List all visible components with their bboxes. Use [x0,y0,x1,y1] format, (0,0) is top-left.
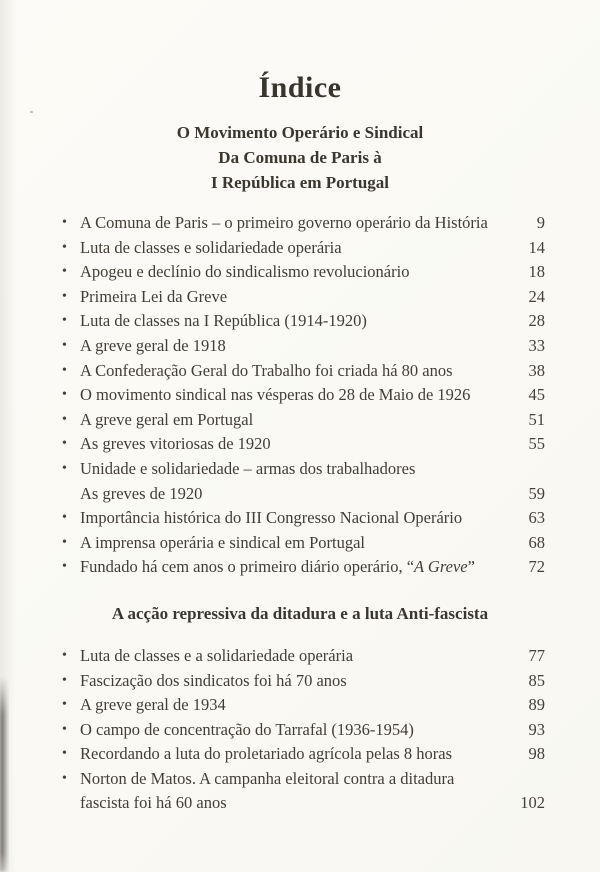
toc-list [0,644,600,816]
toc-entry-title: A Confederação Geral do Trabalho foi criada há 80 anos [80,360,453,380]
toc-entry [62,408,545,433]
bullet-icon: • [62,313,67,329]
toc-entry-page-number: 93 [528,719,545,739]
toc-entry [62,236,545,261]
toc-entry [62,506,545,531]
toc-entry-title: As greves vitoriosas de 1920 [80,434,271,454]
toc-entry-page-number: 9 [536,213,545,232]
toc-entry-title: Recordando a luta do proletariado agrícola pelas 8 horas [80,744,453,764]
bullet-icon: • [62,288,67,304]
toc-entry-title: A greve geral de 1918 [80,335,226,355]
bullet-icon: • [62,436,67,452]
bullet-icon: • [62,215,67,230]
toc-entry-page-number: 89 [528,695,545,715]
toc-entry-page-number: 28 [528,311,545,331]
bullet-icon: • [62,534,67,550]
toc-entry-title: Luta de classes e solidariedade operária [80,237,342,257]
bullet-icon: • [62,460,67,476]
toc-entry-title: Primeira Lei da Greve [80,286,228,306]
toc-entry-page-number: 45 [528,385,545,405]
toc-entry-title: A greve geral de 1934 [80,695,226,715]
toc-entry [62,767,545,816]
part-title-line: Da Comuna de Paris à [218,148,382,167]
toc-entry-page-number: 98 [528,744,545,764]
page-title: Índice [258,71,342,104]
toc-entry-page-number: 14 [528,237,545,257]
toc-entry-title: Luta de classes na I República (1914-1920) [80,311,367,331]
bullet-icon: • [62,721,67,737]
bullet-icon: • [62,387,67,403]
bullet-icon: • [62,746,67,762]
toc-entry-page-number: 33 [528,335,545,355]
toc-entry [62,432,545,457]
section-heading: A acção repressiva da ditadura e a luta Anti-fascista [111,603,489,623]
toc-entry-title: Apogeu e declínio do sindicalismo revolucionário [80,262,410,282]
toc-entry [62,555,545,580]
part-title [0,120,600,195]
bullet-icon: • [62,770,67,786]
toc-entry-page-number: 85 [528,670,545,690]
bullet-icon: • [62,647,67,663]
toc-entry-title: Fascização dos sindicatos foi há 70 anos [80,670,347,690]
toc-entry [62,211,545,236]
scan-speck [30,111,33,113]
bullet-icon: • [62,697,67,713]
toc-entry-page-number: 38 [528,360,545,380]
toc-entry [62,669,545,694]
toc-entry-title: O movimento sindical nas vésperas do 28 de Maio de 1926 [80,385,471,405]
toc-list [0,211,600,580]
toc-entry [62,260,545,285]
toc-entry [62,334,545,359]
toc-entry [62,457,545,506]
toc-entry-page-number: 102 [520,793,545,813]
toc-entry-page-number: 59 [528,483,545,503]
toc-entry-title: Fundado há cem anos o primeiro diário operário, “A Greve” [80,557,475,577]
bullet-icon: • [62,337,67,353]
toc-entry [62,359,545,384]
toc-entry-page-number: 68 [528,532,545,552]
toc-entry-title: Norton de Matos. A campanha eleitoral contra a ditadura fascista foi há 60 anos [80,768,455,813]
bullet-icon: • [62,264,67,280]
bullet-icon: • [62,239,67,255]
toc-entry-page-number: 72 [528,557,545,577]
toc-entry [62,383,545,408]
toc-entry [62,285,545,310]
toc-entry-title: O campo de concentração do Tarrafal (1936-1954) [80,719,414,739]
toc-entry-page-number: 18 [528,262,545,282]
toc-entry [62,693,545,718]
part-title-line: I República em Portugal [210,173,390,192]
toc-sections [0,211,600,816]
toc-entry-page-number: 24 [528,286,545,306]
bullet-icon: • [62,411,67,427]
toc-entry-title: A imprensa operária e sindical em Portugal [80,532,365,552]
toc-entry-title: A greve geral em Portugal [80,409,254,429]
toc-entry [62,531,545,556]
toc-entry-title: Luta de classes e a solidariedade operária [80,645,354,665]
toc-entry [62,309,545,334]
toc-entry [62,742,545,767]
part-title-line: O Movimento Operário e Sindical [176,123,424,142]
toc-entry [62,644,545,669]
toc-entry [62,718,545,743]
toc-entry-title: Importância histórica do III Congresso Nacional Operário [80,508,463,528]
bullet-icon: • [62,672,67,688]
toc-entry-page-number: 77 [528,645,545,665]
toc-entry-title: Unidade e solidariedade – armas dos trabalhadores As greves de 1920 [80,458,416,503]
bullet-icon: • [62,510,67,526]
scan-edge-shadow [0,676,9,872]
bullet-icon: • [62,362,67,378]
toc-entry-page-number: 51 [528,409,545,429]
toc-entry-page-number: 63 [528,508,545,528]
toc-entry-title: A Comuna de Paris – o primeiro governo operário da História [80,213,488,232]
bullet-icon: • [62,559,67,575]
toc-entry-page-number: 55 [528,434,545,454]
